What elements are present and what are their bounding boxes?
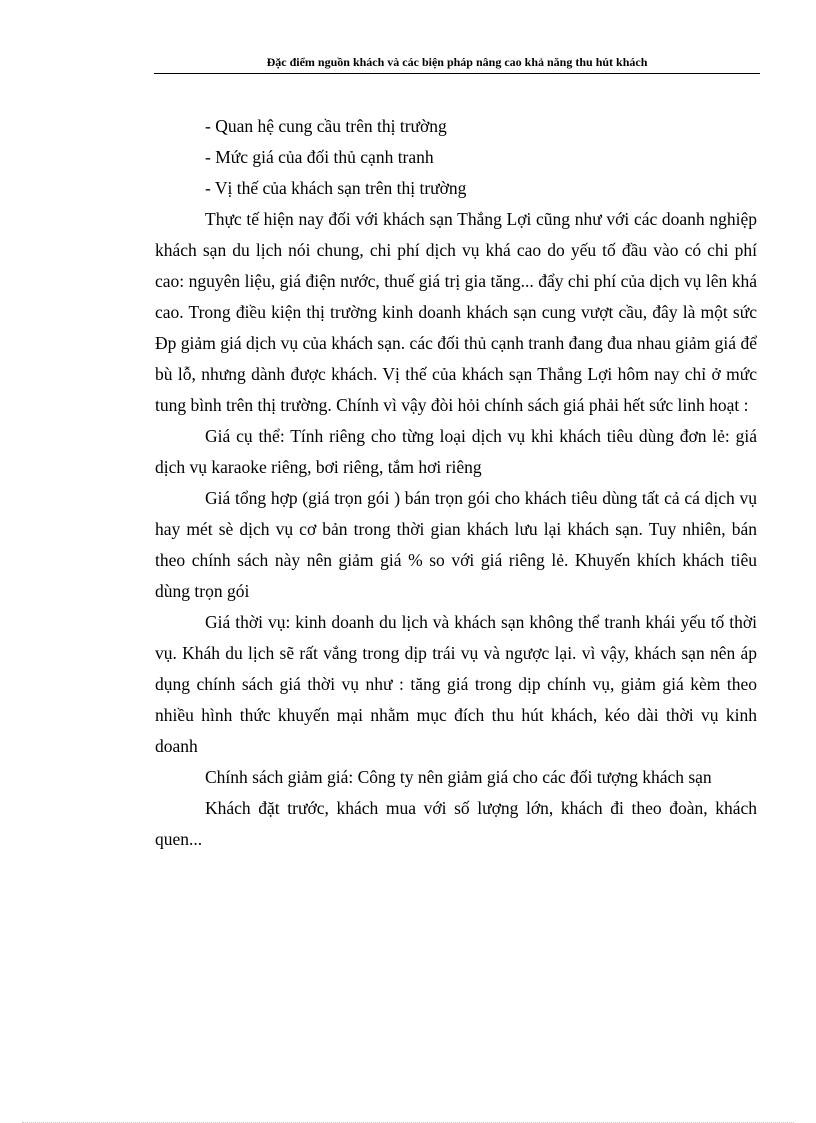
bullet-item: - Quan hệ cung cầu trên thị trường <box>205 116 447 136</box>
header-divider <box>154 73 760 74</box>
bullet-item: - Vị thế của khách sạn trên thị trường <box>205 178 467 198</box>
paragraph-seasonal-price: Giá thời vụ: kinh doanh du lịch và khách sạn không thể tranh khái yếu tố thời vụ. Kháh du lịch sẽ rất vắng trong dịp trái vụ và ngược lại. vì vậy, khách sạn nên áp dụng chính sách giá thời vụ như : tăng giá trong dịp chính vụ, giảm giá kèm theo nhiều hình thức khuyến mại nhằm mục đích thu hút khách, kéo dài thời vụ kinh doanh <box>155 612 757 756</box>
paragraph-discount-policy: Chính sách giảm giá: Công ty nên giảm giá cho các đối tượng khách sạn <box>205 767 712 787</box>
paragraph-specific-price: Giá cụ thể: Tính riêng cho từng loại dịch vụ khi khách tiêu dùng đơn lẻ: giá dịch vụ karaoke riêng, bơi riêng, tắm hơi riêng <box>155 426 757 477</box>
paragraph-intro: Thực tế hiện nay đối với khách sạn Thắng Lợi cũng như với các doanh nghiệp khách sạn du lịch nói chung, chi phí dịch vụ khá cao do yếu tố đầu vào có chi phí cao: nguyên liệu, giá điện nước, thuế giá trị gia tăng... đẩy chi phí của dịch vụ lên khá cao. Trong điều kiện thị trường kinh doanh khách sạn cung vượt cầu, đây là một sức Ðp giảm giá dịch vụ của khách sạn. các đối thủ cạnh tranh đang đua nhau giảm giá để bù lỗ, nhưng dành được khách. Vị thế của khách sạn Thắng Lợi hôm nay chỉ ở mức tung bình trên thị trường. Chính vì vậy đòi hỏi chính sách giá phải hết sức linh hoạt : <box>155 209 757 415</box>
paragraph-package-price: Giá tổng hợp (giá trọn gói ) bán trọn gói cho khách tiêu dùng tất cả cá dịch vụ hay mét sè dịch vụ cơ bản trong thời gian khách lưu lại khách sạn. Tuy nhiên, bán theo chính sách này nên giảm giá % so với giá riêng lẻ. Khuyến khích khách tiêu dùng trọn gói <box>155 488 757 601</box>
paragraph-discount-targets: Khách đặt trước, khách mua với số lượng lớn, khách đi theo đoàn, khách quen... <box>155 798 757 849</box>
bullet-item: - Mức giá của đối thủ cạnh tranh <box>205 147 434 167</box>
document-body <box>155 111 757 855</box>
running-header: Đặc điểm nguồn khách và các biện pháp nâng cao khả năng thu hút khách <box>266 55 648 69</box>
